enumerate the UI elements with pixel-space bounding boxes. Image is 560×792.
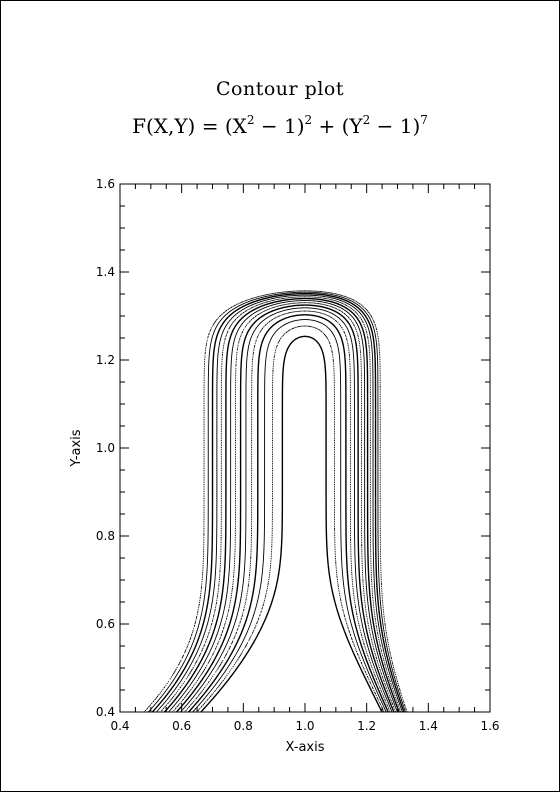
x-tick-label: 0.8 <box>233 719 253 733</box>
axis-ticks <box>120 184 490 712</box>
x-axis-label: X-axis <box>285 740 325 755</box>
x-tick-label: 1.4 <box>418 719 438 733</box>
y-tick-label: 0.8 <box>95 529 115 543</box>
x-tick-label: 1.6 <box>480 719 500 733</box>
y-tick-label: 0.6 <box>95 617 115 631</box>
formula-exp-b: 2 <box>304 113 313 127</box>
formula-mid2: + (Y <box>312 114 363 138</box>
y-tick-label: 1.4 <box>95 265 115 279</box>
y-axis-label: Y-axis <box>69 429 84 467</box>
x-tick-label: 0.4 <box>110 719 130 733</box>
formula-mid3: − 1) <box>370 114 421 138</box>
formula-mid1: − 1) <box>254 114 305 138</box>
y-tick-label: 1.2 <box>95 353 115 367</box>
formula-exp-a: 2 <box>246 113 255 127</box>
formula-exp-d: 7 <box>420 113 428 127</box>
x-tick-label: 1.0 <box>295 719 315 733</box>
contour-line-0.24 <box>156 295 402 712</box>
contour-line-0.10 <box>185 311 391 712</box>
y-tick-label: 0.4 <box>95 705 115 719</box>
contour-lines <box>144 291 407 712</box>
plot-frame <box>120 184 490 712</box>
formula-lhs: F(X,Y) = (X <box>132 114 247 138</box>
formula-exp-c: 2 <box>362 113 371 127</box>
contour-line-0.04 <box>197 326 384 712</box>
x-tick-label: 0.6 <box>172 719 192 733</box>
x-tick-label: 1.2 <box>357 719 377 733</box>
y-tick-label: 1.0 <box>95 441 115 455</box>
axis-tick-labels <box>96 177 500 733</box>
chart-title: Contour plot <box>216 78 344 100</box>
y-tick-label: 1.6 <box>95 177 115 191</box>
